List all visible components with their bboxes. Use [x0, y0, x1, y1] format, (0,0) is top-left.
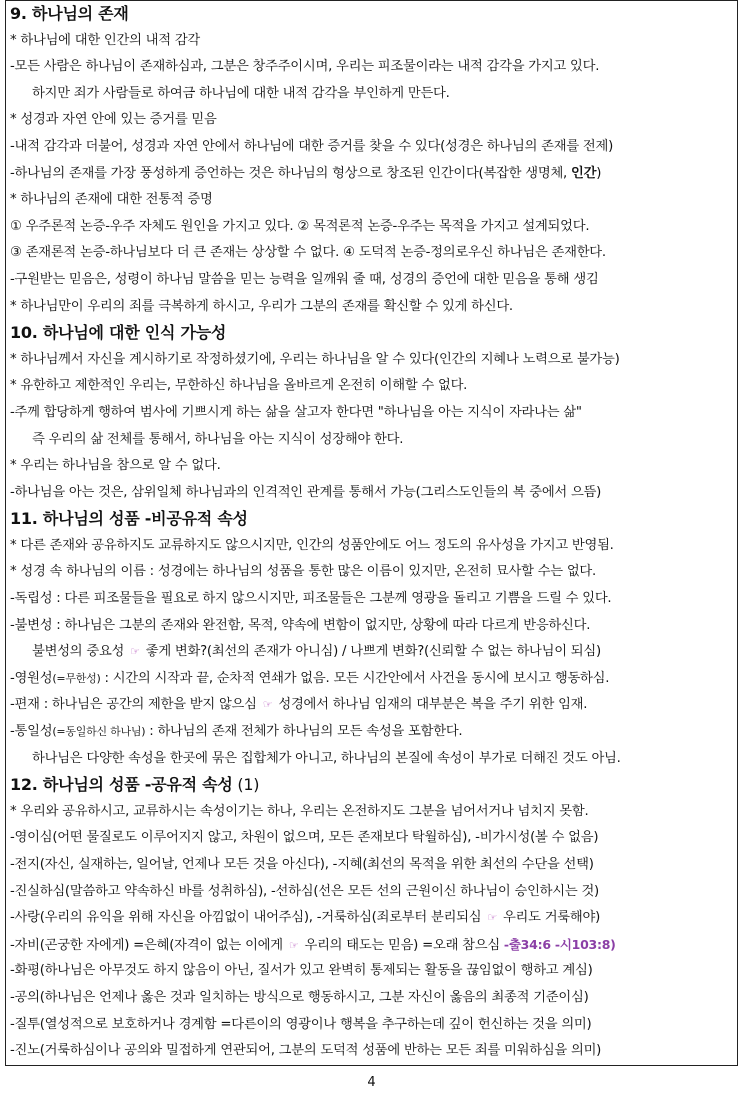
text-line: -구원받는 믿음은, 성령이 하나님 말씀을 믿는 능력을 일깨워 줄 때, 성경의 증언에 대한 믿음을 통해 생김 [10, 271, 599, 287]
text-line: 하나님은 다양한 속성을 한곳에 묶은 집합체가 아니고, 하나님의 본질에 속성이 부가로 더해진 것도 아님. [32, 750, 621, 766]
section-title-suffix: (1) [232, 775, 260, 795]
text-line [6, 719, 737, 746]
text-line [6, 905, 737, 932]
pointing-hand-icon: ☞ [288, 938, 299, 952]
text-line: -진노(거룩하심이나 공의와 밀접하게 연관되어, 그분의 도덕적 성품에 반하는 모든 죄를 미워하심을 의미) [6, 1038, 737, 1066]
text-line: ① 우주론적 논증-우주 자체도 원인을 가지고 있다. ② 목적론적 논증-우주는 목적을 가지고 설계되었다. [10, 218, 590, 234]
section-title [6, 772, 737, 799]
text-line: * 우리는 하나님을 참으로 알 수 없다. [10, 458, 221, 474]
text-line: -하나님을 아는 것은, 삼위일체 하나님과의 인격적인 관계를 통해서 가능(그리스도인들의 복 중에서 으뜸) [10, 484, 602, 500]
text-line: -주께 합당하게 행하여 범사에 기쁘시게 하는 삶을 살고자 한다면 "하나님을 아는 지식이 자라나는 삶" [10, 404, 582, 420]
text-line: * 성경과 자연 안에 있는 증거를 믿음 [10, 112, 217, 128]
text-line: -전지(자신, 실재하는, 일어날, 언제나 모든 것을 아신다), -지혜(최선의 목적을 위한 최선의 수단을 선택) [10, 857, 594, 872]
text-span: -편재 : 하나님은 공간의 제한을 받지 않으심 [10, 697, 257, 713]
text-span: -하나님의 존재를 가장 풍성하게 증언하는 것은 하나님의 형상으로 창조된 인간이다(복잡한 생명체, [10, 165, 571, 181]
pointing-hand-icon: ☞ [487, 911, 497, 925]
text-line: 하지만 죄가 사람들로 하여금 하나님에 대한 내적 감각을 부인하게 만든다. [32, 85, 450, 101]
pointing-hand-icon: ☞ [130, 645, 140, 659]
section-title: 9. 하나님의 존재 [10, 4, 129, 23]
small-span: (=무한성) [52, 671, 101, 685]
text-line [6, 639, 737, 666]
text-line: 즉 우리의 삶 전체를 통해서, 하나님을 아는 지식이 성장해야 한다. [32, 431, 404, 447]
text-line: -질투(열성적으로 보호하거나 경계함 =다른이의 영광이나 행복을 추구하는데 깊이 헌신하는 것을 의미) [10, 1016, 592, 1032]
text-span: : 시간의 시작과 끝, 순차적 연쇄가 없음. 모든 시간안에서 사건을 동시에 보시고 행동하심. [100, 670, 610, 686]
text-span: 좋게 변화?(최선의 존재가 아니심) / 나쁘게 변화?(신뢰할 수 없는 하나님이 되심) [145, 644, 601, 660]
text-span: ) [596, 165, 602, 181]
text-span: -자비(곤궁한 자에게) =은혜(자격이 없는 이에게 [10, 937, 283, 953]
text-line [6, 666, 737, 693]
text-line: -진실하심(말씀하고 약속하신 바를 성취하심), -선하심(선은 모든 선의 근원이신 하나님이 승인하시는 것) [10, 883, 599, 899]
text-line: * 성경 속 하나님의 이름 : 성경에는 하나님의 성품을 통한 많은 이름이 있지만, 온전히 묘사할 수는 없다. [10, 564, 596, 580]
text-span: 우리의 태도는 믿음) =오래 참으심 [304, 937, 500, 953]
section-title-text: 12. 하나님의 성품 -공유적 속성 [10, 775, 233, 795]
text-line: * 우리와 공유하시고, 교류하시는 속성이기는 하나, 우리는 온전하지도 그분을 넘어서거나 넘치지 못함. [10, 803, 589, 819]
text-line [6, 692, 737, 719]
text-line: -독립성 : 다른 피조물들을 필요로 하지 않으시지만, 피조물들은 그분께 영광을 돌리고 기쁨을 드릴 수 있다. [10, 591, 612, 607]
text-line: * 다른 존재와 공유하지도 교류하지도 않으시지만, 인간의 성품안에도 어느 정도의 유사성을 가지고 반영됨. [10, 537, 614, 553]
text-line: * 하나님의 존재에 대한 전통적 증명 [10, 192, 213, 208]
text-line: -불변성 : 하나님은 그분의 존재와 완전함, 목적, 약속에 변함이 없지만, 상황에 따라 다르게 반응하신다. [10, 617, 591, 633]
text-line: -화평(하나님은 아무것도 하지 않음이 아닌, 질서가 있고 완벽히 통제되는 활동을 끊임없이 행하고 계심) [10, 963, 593, 979]
text-line: * 하나님만이 우리의 죄를 극복하게 하시고, 우리가 그분의 존재를 확신할 수 있게 하신다. [10, 298, 513, 314]
pointing-hand-icon: ☞ [262, 698, 273, 712]
text-span: : 하나님의 존재 전체가 하나님의 모든 속성을 포함한다. [145, 724, 463, 740]
text-line: -공의(하나님은 언제나 옳은 것과 일치하는 방식으로 행동하시고, 그분 자신이 옳음의 최종적 기준이심) [10, 989, 589, 1005]
text-line: * 유한하고 제한적인 우리는, 무한하신 하나님을 올바르게 온전히 이해할 수 없다. [10, 378, 468, 394]
text-line [6, 932, 737, 959]
text-span: 성경에서 하나님 임재의 대부분은 복을 주기 위한 임재. [278, 697, 588, 713]
text-span: 우리도 거룩해야) [502, 910, 601, 926]
section-title: 10. 하나님에 대한 인식 가능성 [10, 323, 227, 343]
small-span: (=동일하신 하나님) [52, 725, 146, 739]
text-span: 불변성의 중요성 [32, 644, 125, 660]
scripture-reference: -출34:6 -시103:8) [503, 936, 616, 952]
text-span: -통일성 [10, 724, 53, 740]
text-line [6, 161, 737, 188]
text-line: * 하나님에 대한 인간의 내적 감각 [10, 32, 201, 48]
text-line: -내적 감각과 더불어, 성경과 자연 안에서 하나님에 대한 증거를 찾을 수 있다(성경은 하나님의 존재를 전제) [10, 138, 614, 154]
section-title: 11. 하나님의 성품 -비공유적 속성 [10, 509, 248, 529]
bold-span: 인간 [571, 165, 597, 181]
text-span: -영원성 [10, 670, 53, 686]
text-line: * 하나님께서 자신을 계시하기로 작정하셨기에, 우리는 하나님을 알 수 있다(인간의 지혜나 노력으로 불가능) [10, 351, 620, 367]
text-line: -모든 사람은 하나님이 존재하심과, 그분은 창주주이시며, 우리는 피조물이라는 내적 감각을 가지고 있다. [10, 59, 600, 75]
text-span: -사랑(우리의 유익을 위해 자신을 아낌없이 내어주심), -거룩하심(죄로부터 분리되심 [10, 910, 482, 926]
text-line: ③ 존재론적 논증-하나님보다 더 큰 존재는 상상할 수 없다. ④ 도덕적 논증-정의로우신 하나님은 존재한다. [10, 245, 606, 261]
page-number: 4 [367, 1075, 376, 1090]
content-box [5, 0, 738, 1066]
text-line: -영이심(어떤 물질로도 이루어지지 않고, 차원이 없으며, 모든 존재보다 탁월하심), -비가시성(볼 수 없음) [10, 830, 599, 846]
